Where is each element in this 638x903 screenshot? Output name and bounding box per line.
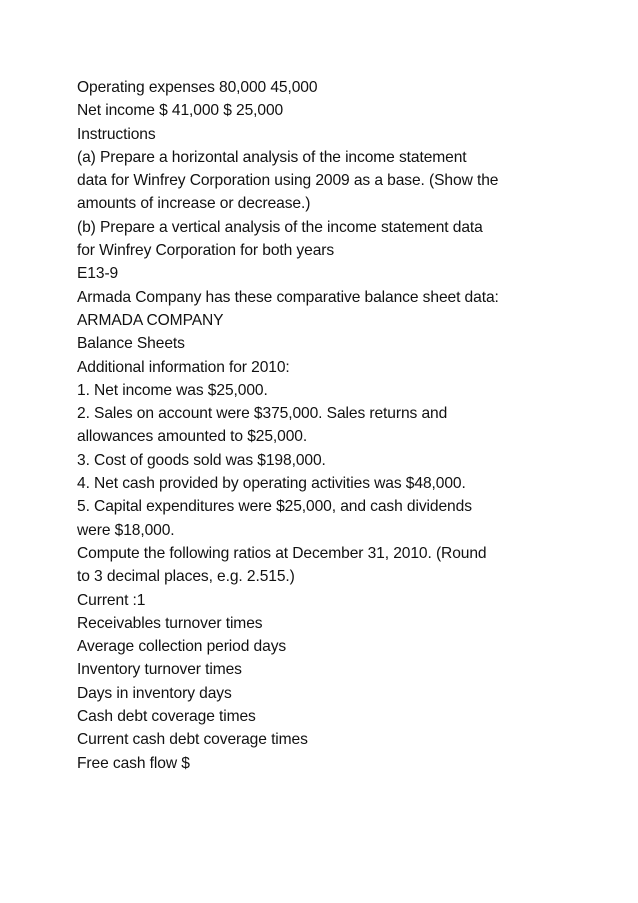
ratio-current-cash-debt-coverage: Current cash debt coverage times (77, 731, 308, 749)
compute-instruction-line-1: Compute the following ratios at December 31, 2010. (Round (77, 544, 487, 562)
ratio-days-in-inventory: Days in inventory days (77, 684, 232, 702)
info-item-1: 1. Net income was $25,000. (77, 381, 268, 399)
instruction-a-line-3: amounts of increase or decrease.) (77, 195, 311, 213)
instruction-a-line-1: (a) Prepare a horizontal analysis of the income statement (77, 148, 467, 166)
info-item-2-line-2: allowances amounted to $25,000. (77, 428, 308, 446)
additional-info-heading: Additional information for 2010: (77, 358, 290, 376)
ratio-cash-debt-coverage: Cash debt coverage times (77, 708, 256, 726)
instructions-heading: Instructions (77, 125, 156, 143)
info-item-4: 4. Net cash provided by operating activities was $48,000. (77, 475, 466, 493)
company-name: ARMADA COMPANY (77, 311, 224, 329)
info-item-3: 3. Cost of goods sold was $198,000. (77, 451, 326, 469)
ratio-free-cash-flow: Free cash flow $ (77, 754, 190, 772)
net-income-line: Net income $ 41,000 $ 25,000 (77, 102, 284, 120)
ratio-current: Current :1 (77, 591, 146, 609)
statement-title: Balance Sheets (77, 335, 185, 353)
document-body (77, 76, 597, 775)
ratio-inventory-turnover: Inventory turnover times (77, 661, 242, 679)
exercise-intro: Armada Company has these comparative balance sheet data: (77, 288, 499, 306)
info-item-5-line-2: were $18,000. (77, 521, 175, 539)
info-item-5-line-1: 5. Capital expenditures were $25,000, and cash dividends (77, 498, 472, 516)
info-item-2-line-1: 2. Sales on account were $375,000. Sales returns and (77, 405, 448, 423)
instruction-b-line-2: for Winfrey Corporation for both years (77, 242, 335, 260)
operating-expenses-line: Operating expenses 80,000 45,000 (77, 79, 318, 96)
ratio-average-collection-period: Average collection period days (77, 638, 287, 656)
instruction-b-line-1: (b) Prepare a vertical analysis of the income statement data (77, 218, 483, 236)
exercise-id: E13-9 (77, 265, 119, 283)
instruction-a-line-2: data for Winfrey Corporation using 2009 as a base. (Show the (77, 172, 499, 190)
compute-instruction-line-2: to 3 decimal places, e.g. 2.515.) (77, 568, 295, 586)
ratio-receivables-turnover: Receivables turnover times (77, 614, 263, 632)
